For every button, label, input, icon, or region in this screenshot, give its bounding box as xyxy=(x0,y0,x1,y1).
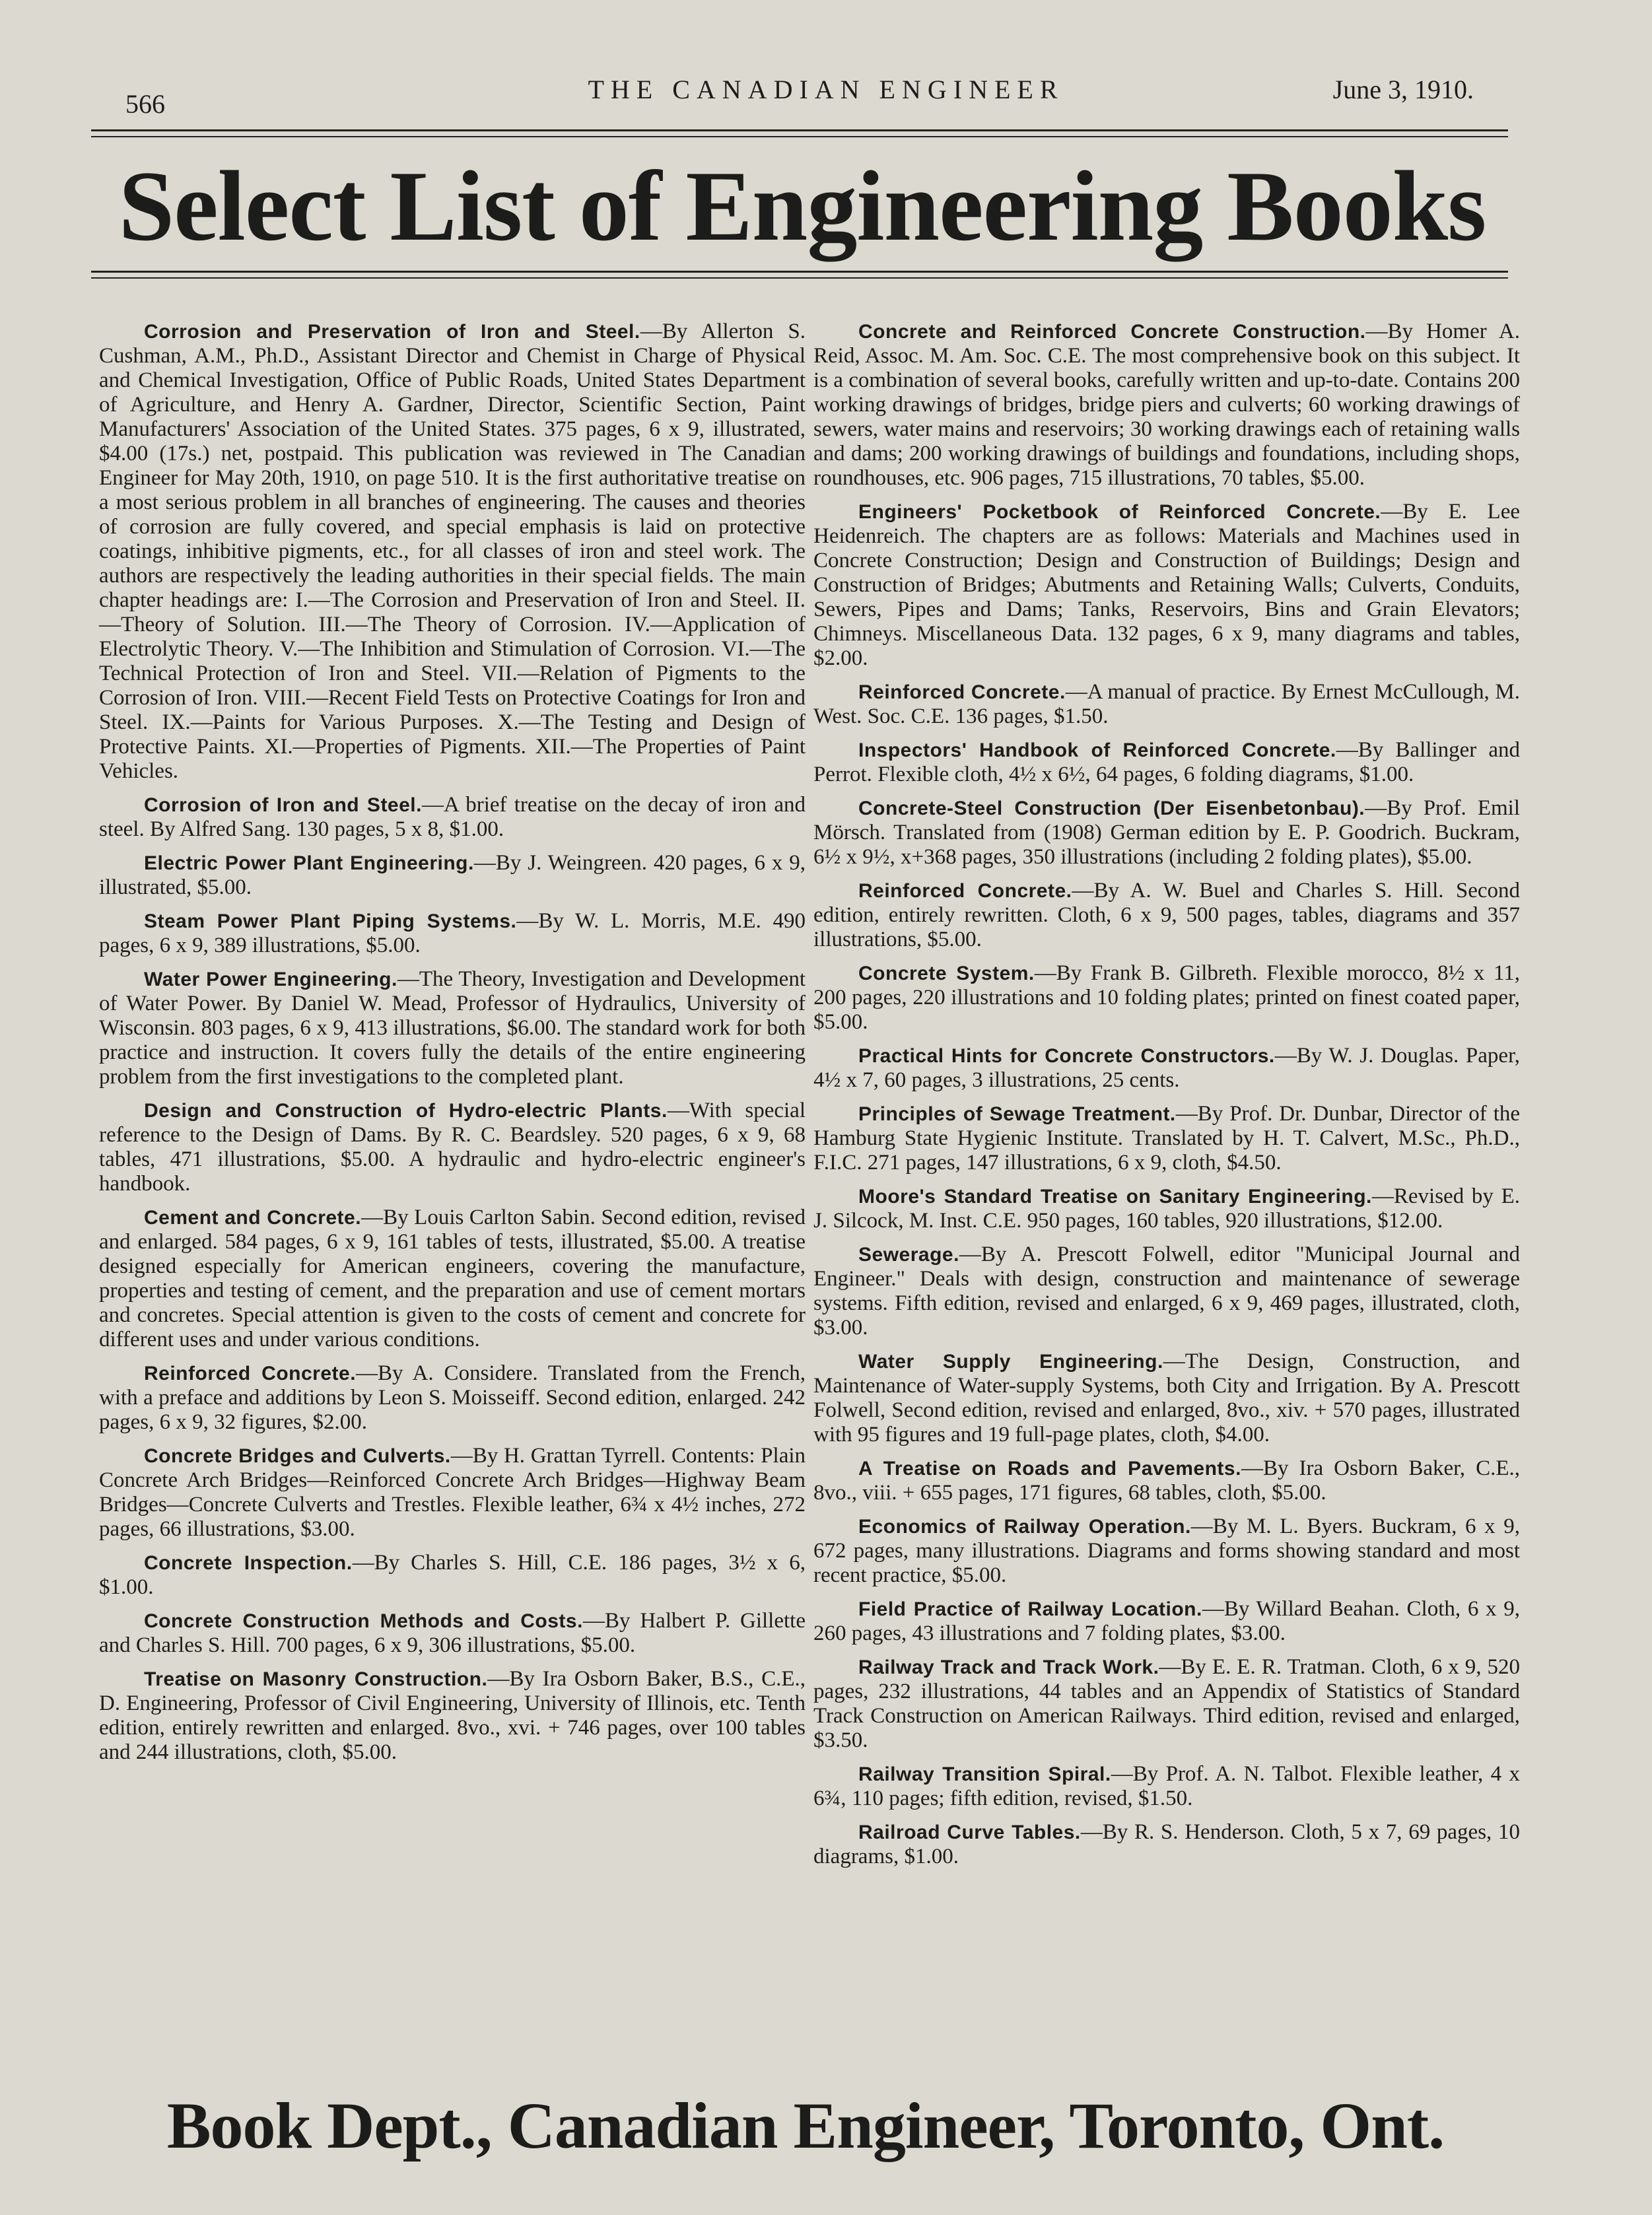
book-description: —By Halbert P. Gillette and Charles S. Hill. 700 pages, 6 x 9, 306 illustrations, $5.00. xyxy=(99,1609,806,1657)
page-number: 566 xyxy=(125,89,165,119)
book-entry xyxy=(99,793,806,842)
book-entry xyxy=(813,1762,1520,1811)
page-title: Select List of Engineering Books xyxy=(118,151,1486,261)
book-title: Corrosion of Iron and Steel. xyxy=(144,794,422,816)
book-description: —By Ira Osborn Baker, B.S., C.E., D. Engineering, Professor of Civil Engineering, University of Illinois, etc. Tenth edition, entirely rewritten and enlarged. 8vo., xvi. + 746 pages, over 100 tables and 244 illustrations, cloth, $5.00. xyxy=(99,1667,806,1764)
book-description: —By Willard Beahan. Cloth, 6 x 9, 260 pages, 43 illustrations and 7 folding plates, $3.00. xyxy=(813,1597,1520,1645)
book-title: Principles of Sewage Treatment. xyxy=(858,1103,1176,1125)
book-title: Water Supply Engineering. xyxy=(858,1351,1163,1373)
book-entry xyxy=(99,1206,806,1352)
book-entry xyxy=(813,1243,1520,1340)
book-description: —By A. W. Buel and Charles S. Hill. Second edition, entirely rewritten. Cloth, 6 x 9, 500 pages, tables, diagrams and 357 illustrations, $5.00. xyxy=(813,879,1520,951)
book-entry xyxy=(813,1349,1520,1447)
book-title: Concrete Bridges and Culverts. xyxy=(144,1445,451,1467)
book-description: —By Frank B. Gilbreth. Flexible morocco, 8½ x 11, 200 pages, 220 illustrations and 10 folding plates; printed on finest coated paper, $5.00. xyxy=(813,961,1520,1034)
book-entry xyxy=(99,851,806,900)
book-description: —By Ira Osborn Baker, C.E., 8vo., viii. + 655 pages, 171 figures, 68 tables, cloth, $5.00. xyxy=(813,1456,1520,1505)
book-entry xyxy=(813,961,1520,1035)
header-rule xyxy=(91,129,1508,131)
book-title: Sewerage. xyxy=(858,1244,959,1266)
book-entry xyxy=(813,1655,1520,1753)
book-entry xyxy=(99,1551,806,1600)
book-title: Electric Power Plant Engineering. xyxy=(144,852,474,874)
title-rule xyxy=(91,277,1508,279)
book-entry xyxy=(813,500,1520,671)
book-description: —By W. L. Morris, M.E. 490 pages, 6 x 9, 389 illustrations, $5.00. xyxy=(99,909,806,957)
book-description: —Revised by E. J. Silcock, M. Inst. C.E. 950 pages, 160 tables, 920 illustrations, $12.00. xyxy=(813,1184,1520,1233)
book-entry xyxy=(813,1515,1520,1588)
book-title: Reinforced Concrete. xyxy=(858,681,1066,703)
left-column xyxy=(99,320,806,1774)
book-description: —By A. Prescott Folwell, editor "Municipal Journal and Engineer." Deals with design, construction and maintenance of sewerage systems. Fifth edition, revised and enlarged, 6 x 9, 469 pages, illustrated, cloth, $3.00. xyxy=(813,1243,1520,1340)
book-entry xyxy=(99,320,806,784)
journal-name: THE CANADIAN ENGINEER xyxy=(588,75,1064,104)
book-description: —By Prof. A. N. Talbot. Flexible leather, 4 x 6¾, 110 pages; fifth edition, revised, $1.50. xyxy=(813,1762,1520,1810)
book-entry xyxy=(813,1597,1520,1646)
book-entry xyxy=(99,967,806,1089)
book-title: Water Power Engineering. xyxy=(144,969,397,990)
book-title: Concrete Construction Methods and Costs. xyxy=(144,1610,583,1632)
book-description: —By Ballinger and Perrot. Flexible cloth, 4½ x 6½, 64 pages, 6 folding diagrams, $1.00. xyxy=(813,738,1520,786)
book-entry xyxy=(813,680,1520,729)
footer-address: Book Dept., Canadian Engineer, Toronto, Ont. xyxy=(166,2089,1445,2162)
book-title: Concrete-Steel Construction (Der Eisenbetonbau). xyxy=(858,798,1365,819)
book-entry xyxy=(99,1609,806,1658)
book-title: Corrosion and Preservation of Iron and Steel. xyxy=(144,321,640,343)
book-entry xyxy=(813,796,1520,869)
book-description: —The Theory, Investigation and Development of Water Power. By Daniel W. Mead, Professor of Hydraulics, University of Wisconsin. 803 pages, 6 x 9, 413 illustrations, $6.00. The standard work for both practice and instruction. It covers fully the details of the entire engineering problem from the first investigations to the completed plant. xyxy=(99,967,806,1089)
book-title: Reinforced Concrete. xyxy=(144,1363,357,1384)
book-description: —By H. Grattan Tyrrell. Contents: Plain Concrete Arch Bridges—Reinforced Concrete Arch Bridges—Highway Beam Bridges—Concrete Culverts and Trestles. Flexible leather, 6¾ x 4½ inches, 272 pages, 66 illustrations, $3.00. xyxy=(99,1444,806,1541)
issue-date: June 3, 1910. xyxy=(1332,75,1474,104)
right-column xyxy=(813,320,1520,1878)
book-description: —By Homer A. Reid, Assoc. M. Am. Soc. C.E. The most comprehensive book on this subject. It is a combination of several books, carefully written and up-to-date. Contains 200 working drawings of bridges, bridge piers and culverts; 60 working drawings of sewers, water mains and reservoirs; 30 working drawings each of retaining walls and dams; 200 working drawings of buildings and foundations, including shops, roundhouses, etc. 906 pages, 715 illustrations, 70 tables, $5.00. xyxy=(813,320,1520,490)
book-entry xyxy=(813,320,1520,491)
book-description: —A brief treatise on the decay of iron and steel. By Alfred Sang. 130 pages, 5 x 8, $1.00. xyxy=(99,793,806,841)
book-description: —By E. Lee Heidenreich. The chapters are as follows: Materials and Machines used in Concrete Construction; Design and Construction of Buildings; Design and Construction of Bridges; Abutments and Retaining Walls; Culverts, Conduits, Sewers, Pipes and Dams; Tanks, Reservoirs, Bins and Grain Elevators; Chimneys. Miscellaneous Data. 132 pages, 6 x 9, many diagrams and tables, $2.00. xyxy=(813,500,1520,670)
book-title: Concrete Inspection. xyxy=(144,1552,353,1574)
book-entry xyxy=(813,1820,1520,1869)
book-entry xyxy=(813,879,1520,952)
book-title: Railroad Curve Tables. xyxy=(858,1822,1081,1843)
book-description: —With special reference to the Design of Dams. By R. C. Beardsley. 520 pages, 6 x 9, 68 tables, 471 illustrations, $5.00. A hydraulic and hydro-electric engineer's handbook. xyxy=(99,1099,806,1196)
book-title: Railway Track and Track Work. xyxy=(858,1656,1159,1678)
book-title: Field Practice of Railway Location. xyxy=(858,1598,1202,1620)
book-entry xyxy=(813,1044,1520,1093)
book-description: —By J. Weingreen. 420 pages, 6 x 9, illustrated, $5.00. xyxy=(99,851,806,899)
book-description: —By Allerton S. Cushman, A.M., Ph.D., Assistant Director and Chemist in Charge of Physical and Chemical Investigation, Office of Public Roads, United States Department of Agriculture, and Henry A. Gardner, Director, Scientific Section, Paint Manufacturers' Association of the United States. 375 pages, 6 x 9, illustrated, $4.00 (17s.) net, postpaid. This publication was reviewed in The Canadian Engineer for May 20th, 1910, on page 510. It is the first authoritative treatise on a most serious problem in all branches of engineering. The causes and theories of corrosion are fully covered, and special emphasis is laid on protective coatings, inhibitive pigments, etc., for all classes of iron and steel work. The authors are respectively the leading authorities in their special fields. The main chapter headings are: I.—The Corrosion and Preservation of Iron and Steel. II.—Theory of Solution. III.—The Theory of Corrosion. IV.—Application of Electrolytic Theory. V.—The Inhibition and Stimulation of Corrosion. VI.—The Technical Protection of Iron and Steel. VII.—Relation of Pigments to the Corrosion of Iron. VIII.—Recent Field Tests on Protective Coatings for Iron and Steel. IX.—Paints for Various Purposes. X.—The Testing and Design of Protective Paints. XI.—Properties of Pigments. XII.—The Properties of Paint Vehicles. xyxy=(99,320,806,783)
book-entry xyxy=(813,1102,1520,1175)
book-entry xyxy=(813,738,1520,787)
title-rule xyxy=(91,271,1508,273)
book-description: —A manual of practice. By Ernest McCullough, M. West. Soc. C.E. 136 pages, $1.50. xyxy=(813,680,1520,728)
book-title: Cement and Concrete. xyxy=(144,1207,362,1229)
book-entry xyxy=(813,1184,1520,1233)
book-title: Treatise on Masonry Construction. xyxy=(144,1668,488,1690)
book-title: Inspectors' Handbook of Reinforced Concrete. xyxy=(858,739,1336,761)
header-rule xyxy=(91,136,1508,137)
book-description: —By W. J. Douglas. Paper, 4½ x 7, 60 pages, 3 illustrations, 25 cents. xyxy=(813,1044,1520,1092)
book-title: Engineers' Pocketbook of Reinforced Concrete. xyxy=(858,501,1381,523)
book-title: Steam Power Plant Piping Systems. xyxy=(144,910,517,932)
book-entry xyxy=(99,1099,806,1196)
book-title: Practical Hints for Concrete Constructors. xyxy=(858,1045,1275,1067)
book-description: —By A. Considere. Translated from the French, with a preface and additions by Leon S. Moisseiff. Second edition, enlarged. 242 pages, 6 x 9, 32 figures, $2.00. xyxy=(99,1361,806,1434)
book-description: —By Louis Carlton Sabin. Second edition, revised and enlarged. 584 pages, 6 x 9, 161 tables of tests, illustrated, $5.00. A treatise designed especially for American engineers, covering the manufacture, properties and testing of cement, and the preparation and use of cement mortars and concretes. Special attention is given to the costs of cement and concrete for different uses and under various conditions. xyxy=(99,1206,806,1351)
book-description: —The Design, Construction, and Maintenance of Water-supply Systems, both City and Irrigation. By A. Prescott Folwell, Second edition, revised and enlarged, 8vo., xiv. + 570 pages, illustrated with 95 figures and 19 full-page plates, cloth, $4.00. xyxy=(813,1349,1520,1447)
book-title: Moore's Standard Treatise on Sanitary Engineering. xyxy=(858,1186,1372,1208)
book-title: Concrete and Reinforced Concrete Construction. xyxy=(858,321,1366,343)
book-description: —By R. S. Henderson. Cloth, 5 x 7, 69 pages, 10 diagrams, $1.00. xyxy=(813,1820,1520,1868)
book-title: A Treatise on Roads and Pavements. xyxy=(858,1458,1241,1480)
book-title: Reinforced Concrete. xyxy=(858,880,1072,902)
book-title: Design and Construction of Hydro-electric Plants. xyxy=(144,1100,668,1122)
book-title: Railway Transition Spiral. xyxy=(858,1763,1111,1785)
book-description: —By M. L. Byers. Buckram, 6 x 9, 672 pages, many illustrations. Diagrams and forms showing standard and most recent practice, $5.00. xyxy=(813,1515,1521,1587)
book-entry xyxy=(99,1361,806,1435)
book-entry xyxy=(99,1667,806,1765)
book-title: Concrete System. xyxy=(858,963,1035,984)
book-description: —By Prof. Emil Mörsch. Translated from (1908) German edition by E. P. Goodrich. Buckram, 6½ x 9½, x+368 pages, 350 illustrations (including 2 folding plates), $5.00. xyxy=(813,796,1520,869)
book-description: —By E. E. R. Tratman. Cloth, 6 x 9, 520 pages, 232 illustrations, 44 tables and an Appendix of Statistics of Standard Track Construction on American Railways. Third edition, revised and enlarged, $3.50. xyxy=(813,1655,1520,1752)
book-entry xyxy=(99,1444,806,1542)
book-description: —By Prof. Dr. Dunbar, Director of the Hamburg State Hygienic Institute. Translated by H. T. Calvert, M.Sc., Ph.D., F.I.C. 271 pages, 147 illustrations, 6 x 9, cloth, $4.50. xyxy=(813,1102,1521,1175)
book-entry xyxy=(813,1456,1520,1505)
book-entry xyxy=(99,909,806,958)
book-description: —By Charles S. Hill, C.E. 186 pages, 3½ x 6, $1.00. xyxy=(99,1551,806,1599)
book-title: Economics of Railway Operation. xyxy=(858,1516,1191,1538)
